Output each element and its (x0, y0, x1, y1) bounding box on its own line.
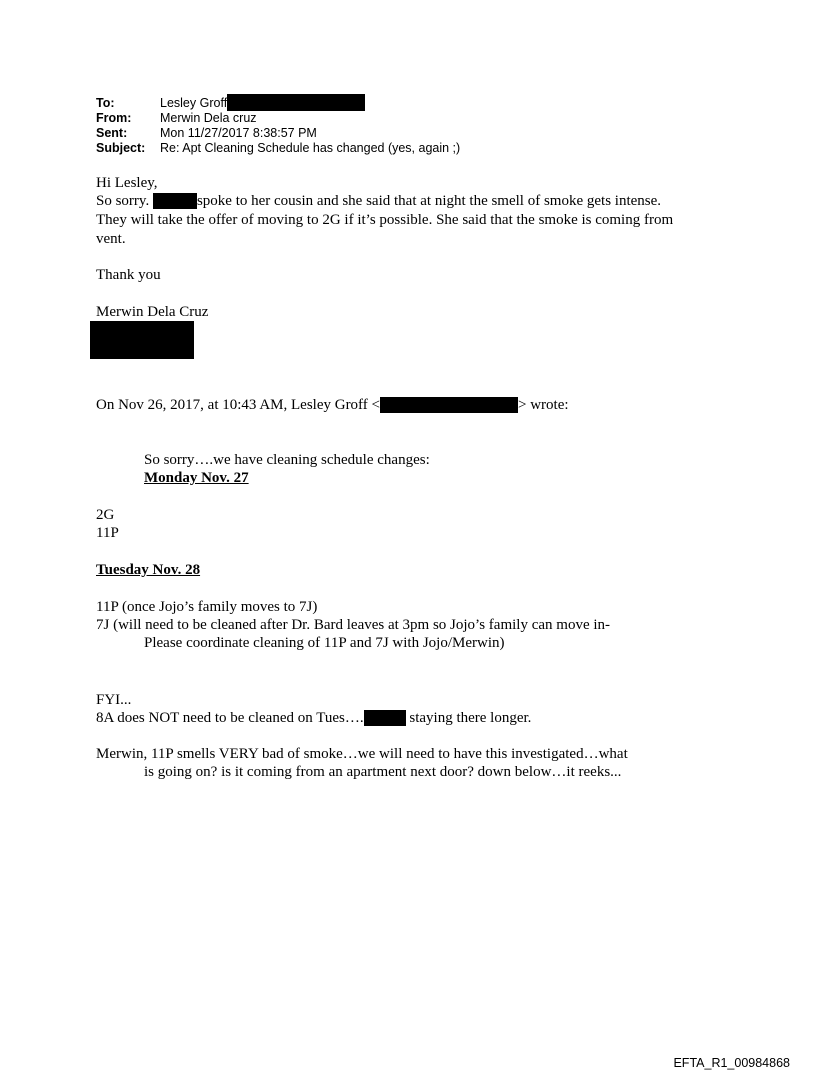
quote-intro-b: > wrote: (518, 397, 569, 413)
document-id: EFTA_R1_00984868 (673, 1056, 790, 1070)
redaction-block (153, 193, 197, 209)
redaction-block (380, 397, 518, 413)
fyi-line-b: staying there longer. (409, 710, 532, 726)
smoke-line-1: Merwin, 11P smells VERY bad of smoke…we will need to have this investigated…what (96, 746, 628, 762)
quote-intro (96, 396, 569, 414)
reply-line-1 (96, 192, 661, 210)
reply-line-1b: spoke to her cousin and she said that at night the smell of smoke gets intense. (196, 193, 662, 209)
from-label: From: (96, 111, 132, 125)
to-row (96, 96, 460, 111)
redaction-block (90, 321, 194, 359)
sent-label: Sent: (96, 126, 128, 140)
subject-label: Subject: (96, 141, 146, 155)
to-value: Lesley Groff (160, 96, 228, 110)
quote-intro-a: On Nov 26, 2017, at 10:43 AM, Lesley Groff < (96, 397, 380, 413)
signature: Merwin Dela Cruz (96, 304, 209, 320)
subject-row (96, 141, 460, 156)
fyi-line-a: 8A does NOT need to be cleaned on Tues…. (96, 710, 364, 726)
from-row (96, 111, 460, 126)
reply-line-2: They will take the offer of moving to 2G if it’s possible. She said that the smoke is coming from (96, 212, 674, 228)
tuesday-item-2: 7J (will need to be cleaned after Dr. Bard leaves at 3pm so Jojo’s family can move in- (96, 617, 611, 633)
redaction-block (364, 710, 406, 726)
tuesday-item-2-cont: Please coordinate cleaning of 11P and 7J with Jojo/Merwin) (144, 635, 505, 651)
fyi-line (96, 709, 531, 727)
monday-heading: Monday Nov. 27 (144, 470, 249, 486)
thanks: Thank you (96, 267, 161, 283)
smoke-line-2: is going on? is it coming from an apartment next door? down below…it reeks... (144, 764, 622, 780)
fyi-label: FYI... (96, 692, 132, 708)
to-label: To: (96, 96, 115, 110)
monday-item-1: 2G (96, 507, 115, 523)
greeting: Hi Lesley, (96, 175, 158, 191)
email-header (96, 96, 460, 156)
tuesday-item-1: 11P (once Jojo’s family moves to 7J) (96, 599, 318, 615)
tuesday-heading: Tuesday Nov. 28 (96, 562, 201, 578)
sent-row (96, 126, 460, 141)
quote-opening: So sorry….we have cleaning schedule changes: (144, 452, 430, 468)
reply-line-3: vent. (96, 231, 126, 247)
subject-value: Re: Apt Cleaning Schedule has changed (yes, again ;) (160, 141, 461, 155)
redaction-block (227, 94, 365, 111)
from-value: Merwin Dela cruz (160, 111, 257, 125)
monday-item-2: 11P (96, 525, 119, 541)
reply-line-1a: So sorry. (96, 193, 150, 209)
sent-value: Mon 11/27/2017 8:38:57 PM (160, 126, 317, 140)
